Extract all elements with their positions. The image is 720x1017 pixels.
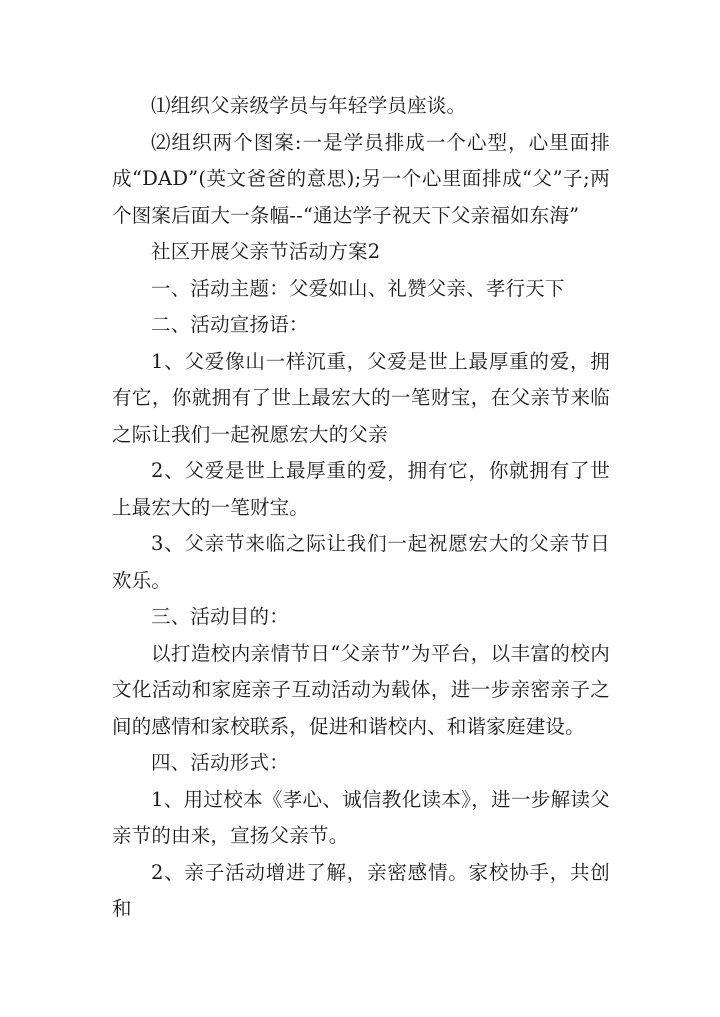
- paragraph-purpose: 以打造校内亲情节日“父亲节”为平台，以丰富的校内文化活动和家庭亲子互动活动为载体，进一步亲密亲子之间的感情和家校联系，促进和谐校内、和谐家庭建设。: [112, 641, 610, 738]
- heading-activity-theme: 一、活动主题：父爱如山、礼赞父亲、孝行天下: [151, 276, 565, 300]
- slogan-item-2: 2、父爱是世上最厚重的爱，拥有它，你就拥有了世上最宏大的一笔财宝。: [112, 459, 610, 519]
- paragraph-organize-patterns: ⑵组织两个图案:一是学员排成一个心型，心里面排成“DAD”(英文爸爸的意思);另一个心里面排成“父”子;两个图案后面大一条幅--“通达学子祝天下父亲福如东海”: [112, 130, 610, 227]
- form-item-1: 1、用过校本《孝心、诚信教化读本》，进一步解读父亲节的由来，宣扬父亲节。: [112, 787, 610, 847]
- heading-activity-purpose: 三、活动目的：: [151, 605, 289, 628]
- paragraph-organize-talk: ⑴组织父亲级学员与年轻学员座谈。: [151, 94, 467, 117]
- slogan-item-3: 3、父亲节来临之际让我们一起祝愿宏大的父亲节日欢乐。: [112, 532, 610, 592]
- section-title-plan-2: 社区开展父亲节活动方案2: [151, 240, 381, 263]
- slogan-item-1: 1、父爱像山一样沉重，父爱是世上最厚重的爱，拥有它，你就拥有了世上最宏大的一笔财宝，在父亲节来临之际让我们一起祝愿宏大的父亲: [112, 349, 610, 446]
- form-item-2: 2、亲子活动增进了解，亲密感情。家校协手，共创和: [112, 860, 610, 920]
- heading-activity-form: 四、活动形式：: [151, 751, 289, 774]
- heading-activity-slogan: 二、活动宣扬语：: [151, 313, 309, 336]
- document-body: [112, 88, 610, 928]
